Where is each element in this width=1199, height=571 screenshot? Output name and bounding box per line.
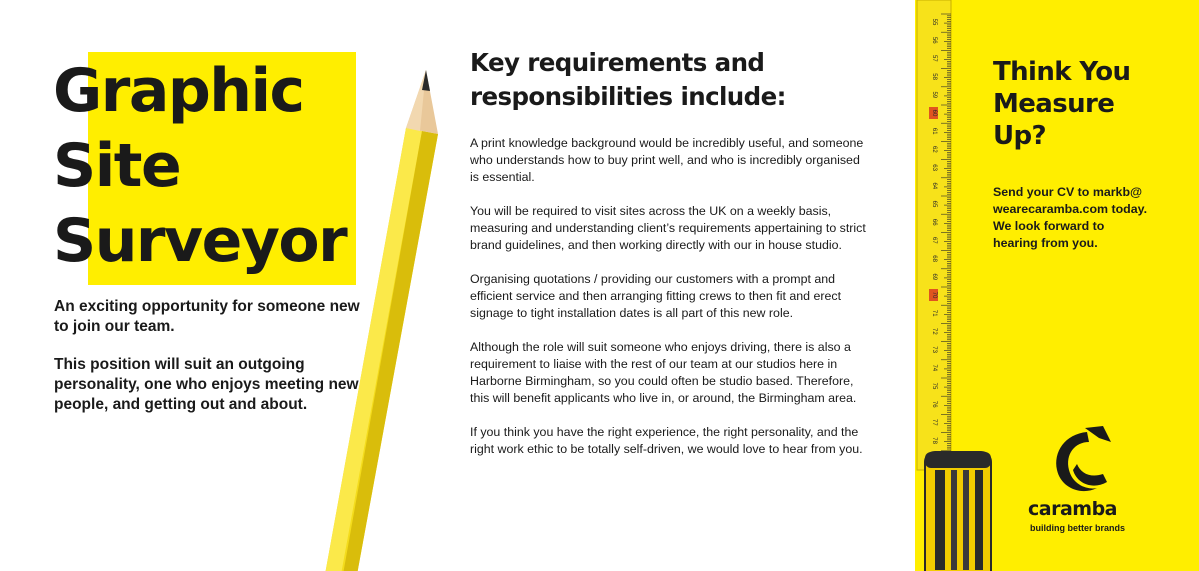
requirements-heading-line-2: responsibilities include: bbox=[470, 82, 786, 111]
intro-paragraph-2: This position will suit an outgoing personality, one who enjoys meeting new people, and getting out and about. bbox=[54, 356, 359, 413]
logo-name: caramba bbox=[1028, 498, 1117, 520]
title-line-2: Site bbox=[53, 131, 181, 201]
tape-number: 64 bbox=[931, 182, 937, 190]
tape-number: 63 bbox=[931, 164, 937, 171]
tape-number: 65 bbox=[931, 200, 937, 208]
tape-number: 57 bbox=[931, 55, 937, 62]
cta-text bbox=[993, 184, 1173, 252]
requirements-heading bbox=[470, 46, 786, 114]
requirements-paragraph-3: Organising quotations / providing our customers with a prompt and efficient service and then arranging fitting crews to then fit and erect signage to tight installation dates is all part of this new role. bbox=[470, 272, 842, 320]
requirements-paragraph-4: Although the role will suit someone who enjoys driving, there is also a requirement to liaise with the rest of our team at our studios here in Harborne Birmingham, so you could often be studio based. Therefore, this will benefit applicants who live in, or around, the Birmingham area. bbox=[470, 340, 857, 405]
page-title bbox=[53, 54, 346, 279]
requirements-paragraph-2: You will be required to visit sites across the UK on a weekly basis, measuring and understanding client’s requirements appertaining to strict brand guidelines, and then working directly with our in house studio. bbox=[470, 204, 866, 252]
requirements-body bbox=[470, 135, 870, 475]
tape-number: 71 bbox=[931, 309, 937, 317]
tape-number: 74 bbox=[931, 364, 937, 372]
tape-number: 78 bbox=[931, 437, 937, 444]
tape-measure-illustration bbox=[905, 0, 995, 571]
tape-number: 61 bbox=[931, 127, 937, 135]
tape-number: 67 bbox=[931, 237, 937, 244]
cta-line-1: Send your CV to markb@ bbox=[993, 185, 1143, 199]
tape-number: 76 bbox=[931, 400, 937, 408]
cta-heading-line-2: Measure bbox=[993, 89, 1115, 119]
tape-number: 77 bbox=[931, 419, 937, 426]
intro-paragraph-1: An exciting opportunity for someone new to join our team. bbox=[54, 298, 360, 335]
tape-number: 62 bbox=[931, 146, 937, 153]
tape-number: 66 bbox=[931, 218, 937, 226]
tape-number: 73 bbox=[931, 346, 937, 353]
tape-number: 59 bbox=[931, 91, 937, 99]
cta-line-2: wearecaramba.com today. bbox=[993, 202, 1148, 216]
requirements-paragraph-1: A print knowledge background would be incredibly useful, and someone who understands how to buy print well, and who is incredibly organised is essential. bbox=[470, 136, 864, 184]
pencil-illustration bbox=[310, 60, 450, 571]
tape-number: 60 bbox=[931, 109, 937, 117]
tape-number: 70 bbox=[931, 291, 937, 299]
tape-number: 55 bbox=[931, 18, 937, 26]
tape-number: 58 bbox=[931, 73, 937, 80]
title-line-1: Graphic bbox=[53, 56, 304, 126]
tape-number: 56 bbox=[931, 36, 937, 44]
title-line-3: Surveyor bbox=[53, 206, 347, 276]
cta-heading-line-3: Up? bbox=[993, 121, 1047, 151]
tape-number: 72 bbox=[931, 328, 937, 335]
tape-number: 69 bbox=[931, 273, 937, 281]
caramba-swirl-icon bbox=[1047, 424, 1117, 500]
tape-number: 68 bbox=[931, 255, 937, 262]
cta-line-3: We look forward to bbox=[993, 219, 1105, 233]
requirements-heading-line-1: Key requirements and bbox=[470, 48, 765, 77]
requirements-paragraph-5: If you think you have the right experience, the right personality, and the right work ethic to be totally self-driven, we would love to hear from you. bbox=[470, 425, 863, 456]
cta-heading bbox=[993, 56, 1130, 152]
tape-number: 75 bbox=[931, 382, 937, 390]
cta-line-4: hearing from you. bbox=[993, 236, 1098, 250]
logo-tagline: building better brands bbox=[1030, 523, 1126, 533]
cta-heading-line-1: Think You bbox=[993, 57, 1131, 87]
